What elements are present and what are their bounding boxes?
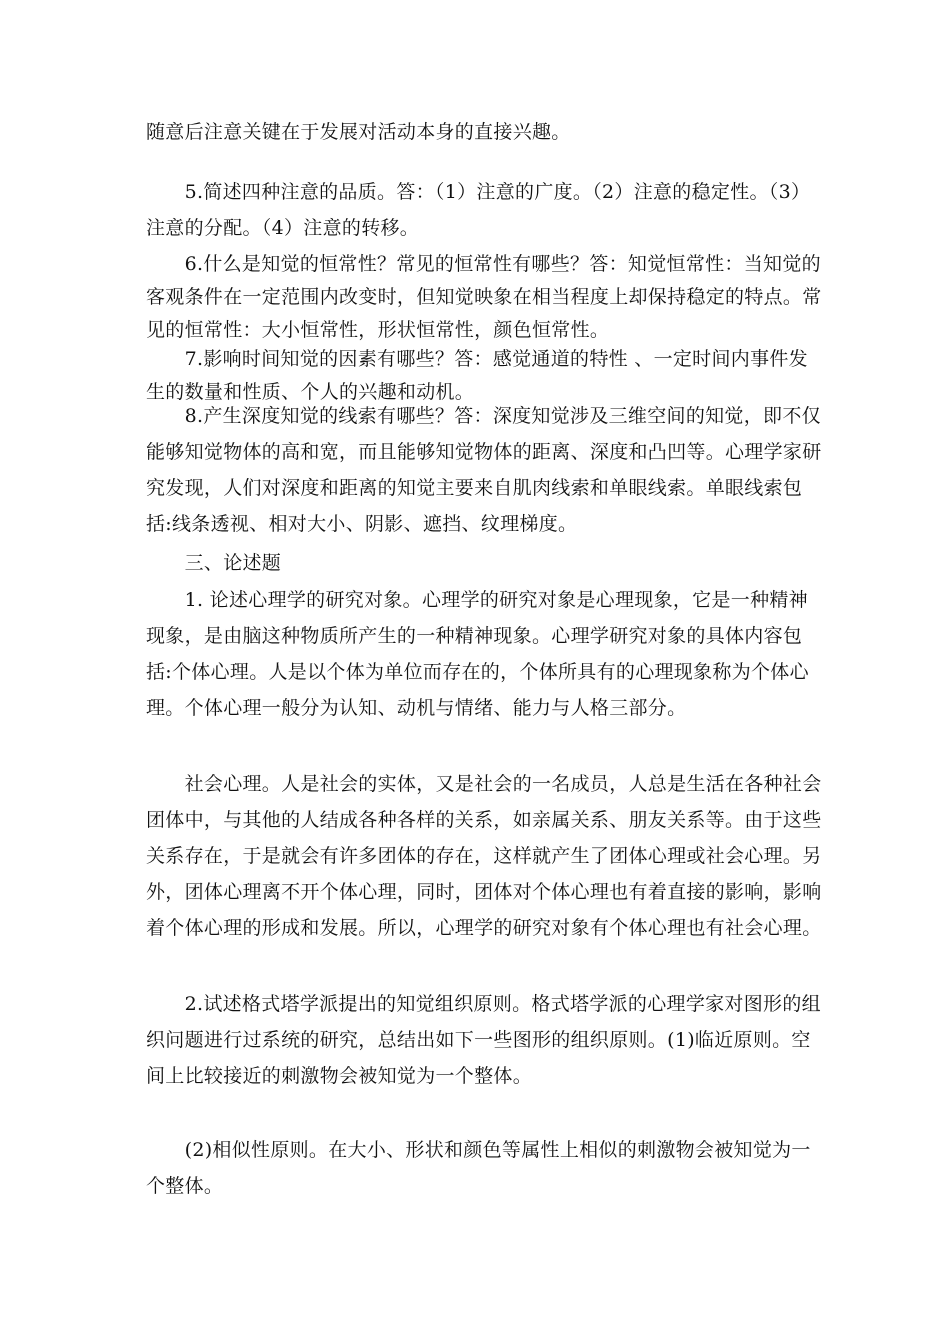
paragraph-attention-interest: 随意后注意关键在于发展对活动本身的直接兴趣。 [146, 121, 571, 143]
section-heading-essay-questions: 三、论述题 [146, 552, 282, 574]
paragraph-essay-2-gestalt: 2.试述格式塔学派提出的知觉组织原则。格式塔学派的心理学家对图形的组织问题进行过系统的研究，总结出如下一些图形的组织原则。(1)临近原则。空间上比较接近的刺激物会被知觉为一个整体。 [146, 993, 821, 1087]
paragraph-q5-attention-qualities: 5.简述四种注意的品质。答：（1）注意的广度。（2）注意的稳定性。（3）注意的分配。（4）注意的转移。 [146, 181, 811, 239]
paragraph-q8-depth-cues: 8.产生深度知觉的线索有哪些？答：深度知觉涉及三维空间的知觉，即不仅能够知觉物体的高和宽，而且能够知觉物体的距离、深度和凸凹等。心理学家研究发现，人们对深度和距离的知觉主要来自肌肉线索和单眼线索。单眼线索包括:线条透视、相对大小、阴影、遮挡、纹理梯度。 [146, 405, 822, 535]
paragraph-social-psychology: 社会心理。人是社会的实体，又是社会的一名成员，人总是生活在各种社会团体中，与其他的人结成各种各样的关系，如亲属关系、朋友关系等。由于这些关系存在，于是就会有许多团体的存在，这样就产生了团体心理或社会心理。另外，团体心理离不开个体心理，同时，团体对个体心理也有着直接的影响，影响着个体心理的形成和发展。所以，心理学的研究对象有个体心理也有社会心理。 [146, 773, 822, 939]
paragraph-q6-perceptual-constancy: 6.什么是知觉的恒常性？常见的恒常性有哪些？答：知觉恒常性：当知觉的客观条件在一定范围内改变时，但知觉映象在相当程度上却保持稳定的特点。常见的恒常性：大小恒常性，形状恒常性，颜色恒常性。 [146, 253, 822, 341]
paragraph-q7-time-perception: 7.影响时间知觉的因素有哪些？答：感觉通道的特性 、一定时间内事件发生的数量和性质、个人的兴趣和动机。 [146, 348, 808, 403]
paragraph-essay-1-research-object: 1. 论述心理学的研究对象。心理学的研究对象是心理现象，它是一种精神现象，是由脑这种物质所产生的一种精神现象。心理学研究对象的具体内容包括:个体心理。人是以个体为单位而存在的，个体所具有的心理现象称为个体心理。个体心理一般分为认知、动机与情绪、能力与人格三部分。 [146, 589, 809, 719]
paragraph-similarity-principle: (2)相似性原则。在大小、形状和颜色等属性上相似的刺激物会被知觉为一个整体。 [146, 1139, 811, 1197]
